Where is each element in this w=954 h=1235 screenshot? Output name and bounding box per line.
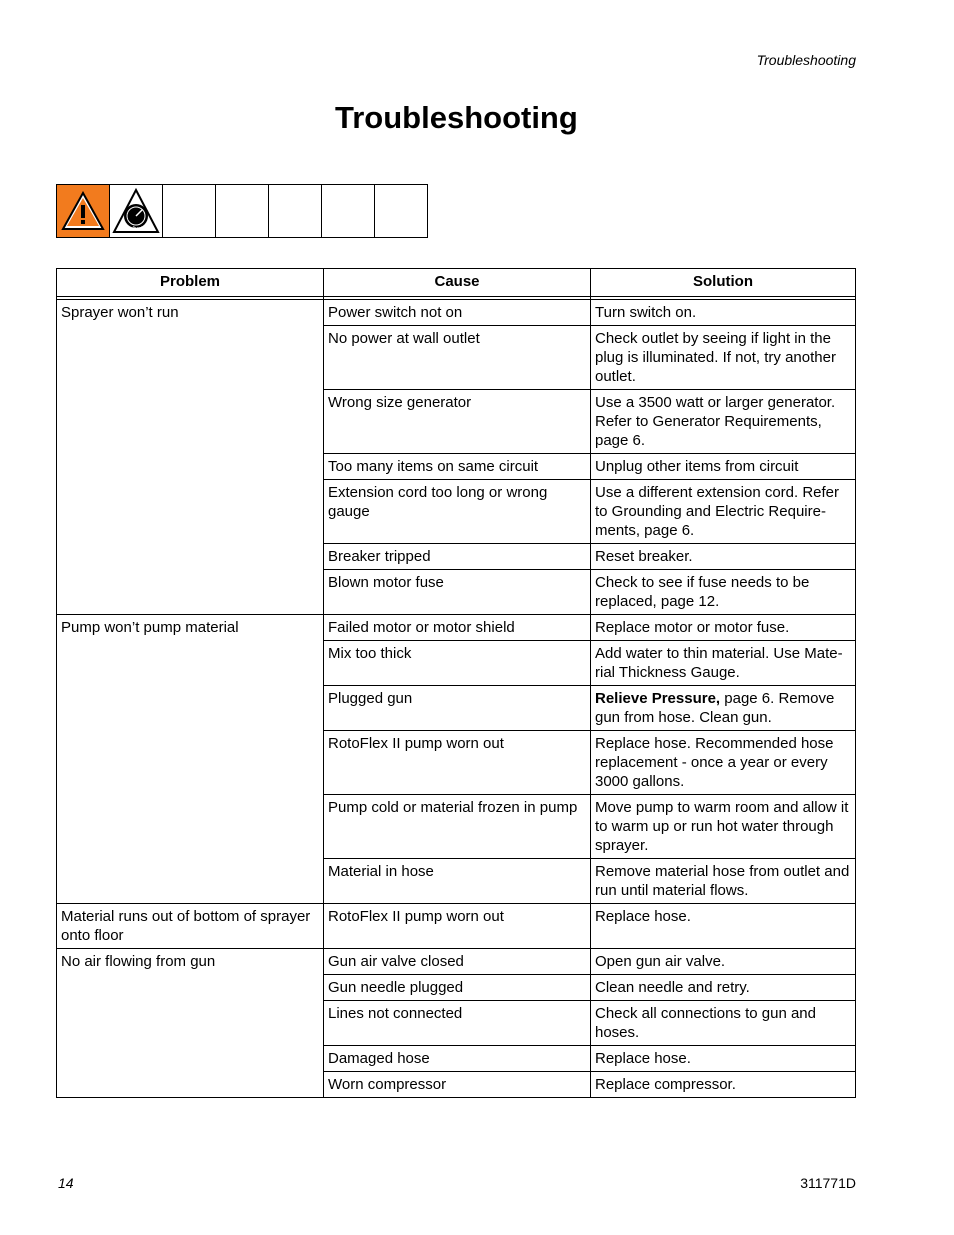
cause-cell: Plugged gun	[324, 686, 591, 731]
solution-cell: Replace motor or motor fuse.	[591, 615, 856, 641]
solution-emphasis: Relieve Pressure,	[595, 690, 721, 707]
solution-text: page 6. Remove gun from hose. Clean gun.	[595, 690, 835, 726]
cause-cell: Pump cold or material frozen in pump	[324, 795, 591, 859]
solution-cell: Move pump to warm room and allow it to warm up or run hot water through sprayer.	[591, 795, 856, 859]
solution-cell: Add water to thin material. Use Mate-rial Thickness Gauge.	[591, 641, 856, 686]
cause-cell: Power switch not on	[324, 300, 591, 326]
solution-cell: Replace compressor.	[591, 1072, 856, 1098]
problem-cell: No air flowing from gun	[57, 949, 324, 1098]
column-header-problem: Problem	[57, 269, 324, 297]
cause-cell: Damaged hose	[324, 1046, 591, 1072]
cause-cell: Too many items on same circuit	[324, 454, 591, 480]
troubleshooting-table	[56, 268, 856, 1098]
page-number: 14	[58, 1175, 74, 1191]
empty-icon-slot	[162, 185, 215, 237]
cause-cell: Worn compressor	[324, 1072, 591, 1098]
solution-cell: Use a 3500 watt or larger generator. Refer to Generator Requirements, page 6.	[591, 390, 856, 454]
problem-cell: Pump won’t pump material	[57, 615, 324, 904]
empty-icon-slot	[374, 185, 427, 237]
cause-cell: Breaker tripped	[324, 544, 591, 570]
page-title: Troubleshooting	[335, 100, 578, 135]
warning-icon	[57, 185, 109, 237]
table-row	[57, 300, 856, 326]
empty-icon-slot	[268, 185, 321, 237]
cause-cell: Material in hose	[324, 859, 591, 904]
cause-cell: Gun air valve closed	[324, 949, 591, 975]
column-header-cause: Cause	[324, 269, 591, 297]
cause-cell: Failed motor or motor shield	[324, 615, 591, 641]
solution-cell: Remove material hose from outlet and run until material flows.	[591, 859, 856, 904]
column-header-solution: Solution	[591, 269, 856, 297]
cause-cell: Wrong size generator	[324, 390, 591, 454]
document-number: 311771D	[800, 1175, 856, 1191]
table-row	[57, 615, 856, 641]
solution-cell: Use a different extension cord. Refer to Grounding and Electric Require-ments, page 6.	[591, 480, 856, 544]
solution-cell: Reset breaker.	[591, 544, 856, 570]
cause-cell: No power at wall outlet	[324, 326, 591, 390]
cause-cell: Extension cord too long or wrong gauge	[324, 480, 591, 544]
table-header-row	[57, 269, 856, 297]
table-body	[57, 297, 856, 1098]
problem-cell: Material runs out of bottom of sprayer onto floor	[57, 904, 324, 949]
solution-cell: Replace hose. Recommended hose replacement - once a year or every 3000 gallons.	[591, 731, 856, 795]
solution-cell: Open gun air valve.	[591, 949, 856, 975]
solution-cell: Unplug other items from circuit	[591, 454, 856, 480]
cause-cell: Mix too thick	[324, 641, 591, 686]
solution-cell: Replace hose.	[591, 1046, 856, 1072]
empty-icon-slot	[321, 185, 374, 237]
running-header: Troubleshooting	[756, 52, 856, 68]
problem-cell: Sprayer won’t run	[57, 300, 324, 615]
cause-cell: Blown motor fuse	[324, 570, 591, 615]
solution-cell: Clean needle and retry.	[591, 975, 856, 1001]
cause-cell: Gun needle plugged	[324, 975, 591, 1001]
solution-cell: Check outlet by seeing if light in the plug is illuminated. If not, try another outlet.	[591, 326, 856, 390]
gauge-unit-label: MPa/bar/PSI	[121, 226, 151, 232]
cause-cell: Lines not connected	[324, 1001, 591, 1046]
table-row	[57, 904, 856, 949]
pressure-gauge-icon	[109, 185, 162, 237]
hazard-icon-strip	[56, 184, 428, 238]
solution-cell	[591, 686, 856, 731]
solution-cell: Check all connections to gun and hoses.	[591, 1001, 856, 1046]
solution-cell: Turn switch on.	[591, 300, 856, 326]
cause-cell: RotoFlex II pump worn out	[324, 731, 591, 795]
empty-icon-slot	[215, 185, 268, 237]
table-row	[57, 949, 856, 975]
solution-cell: Check to see if fuse needs to be replaced, page 12.	[591, 570, 856, 615]
solution-cell: Replace hose.	[591, 904, 856, 949]
cause-cell: RotoFlex II pump worn out	[324, 904, 591, 949]
